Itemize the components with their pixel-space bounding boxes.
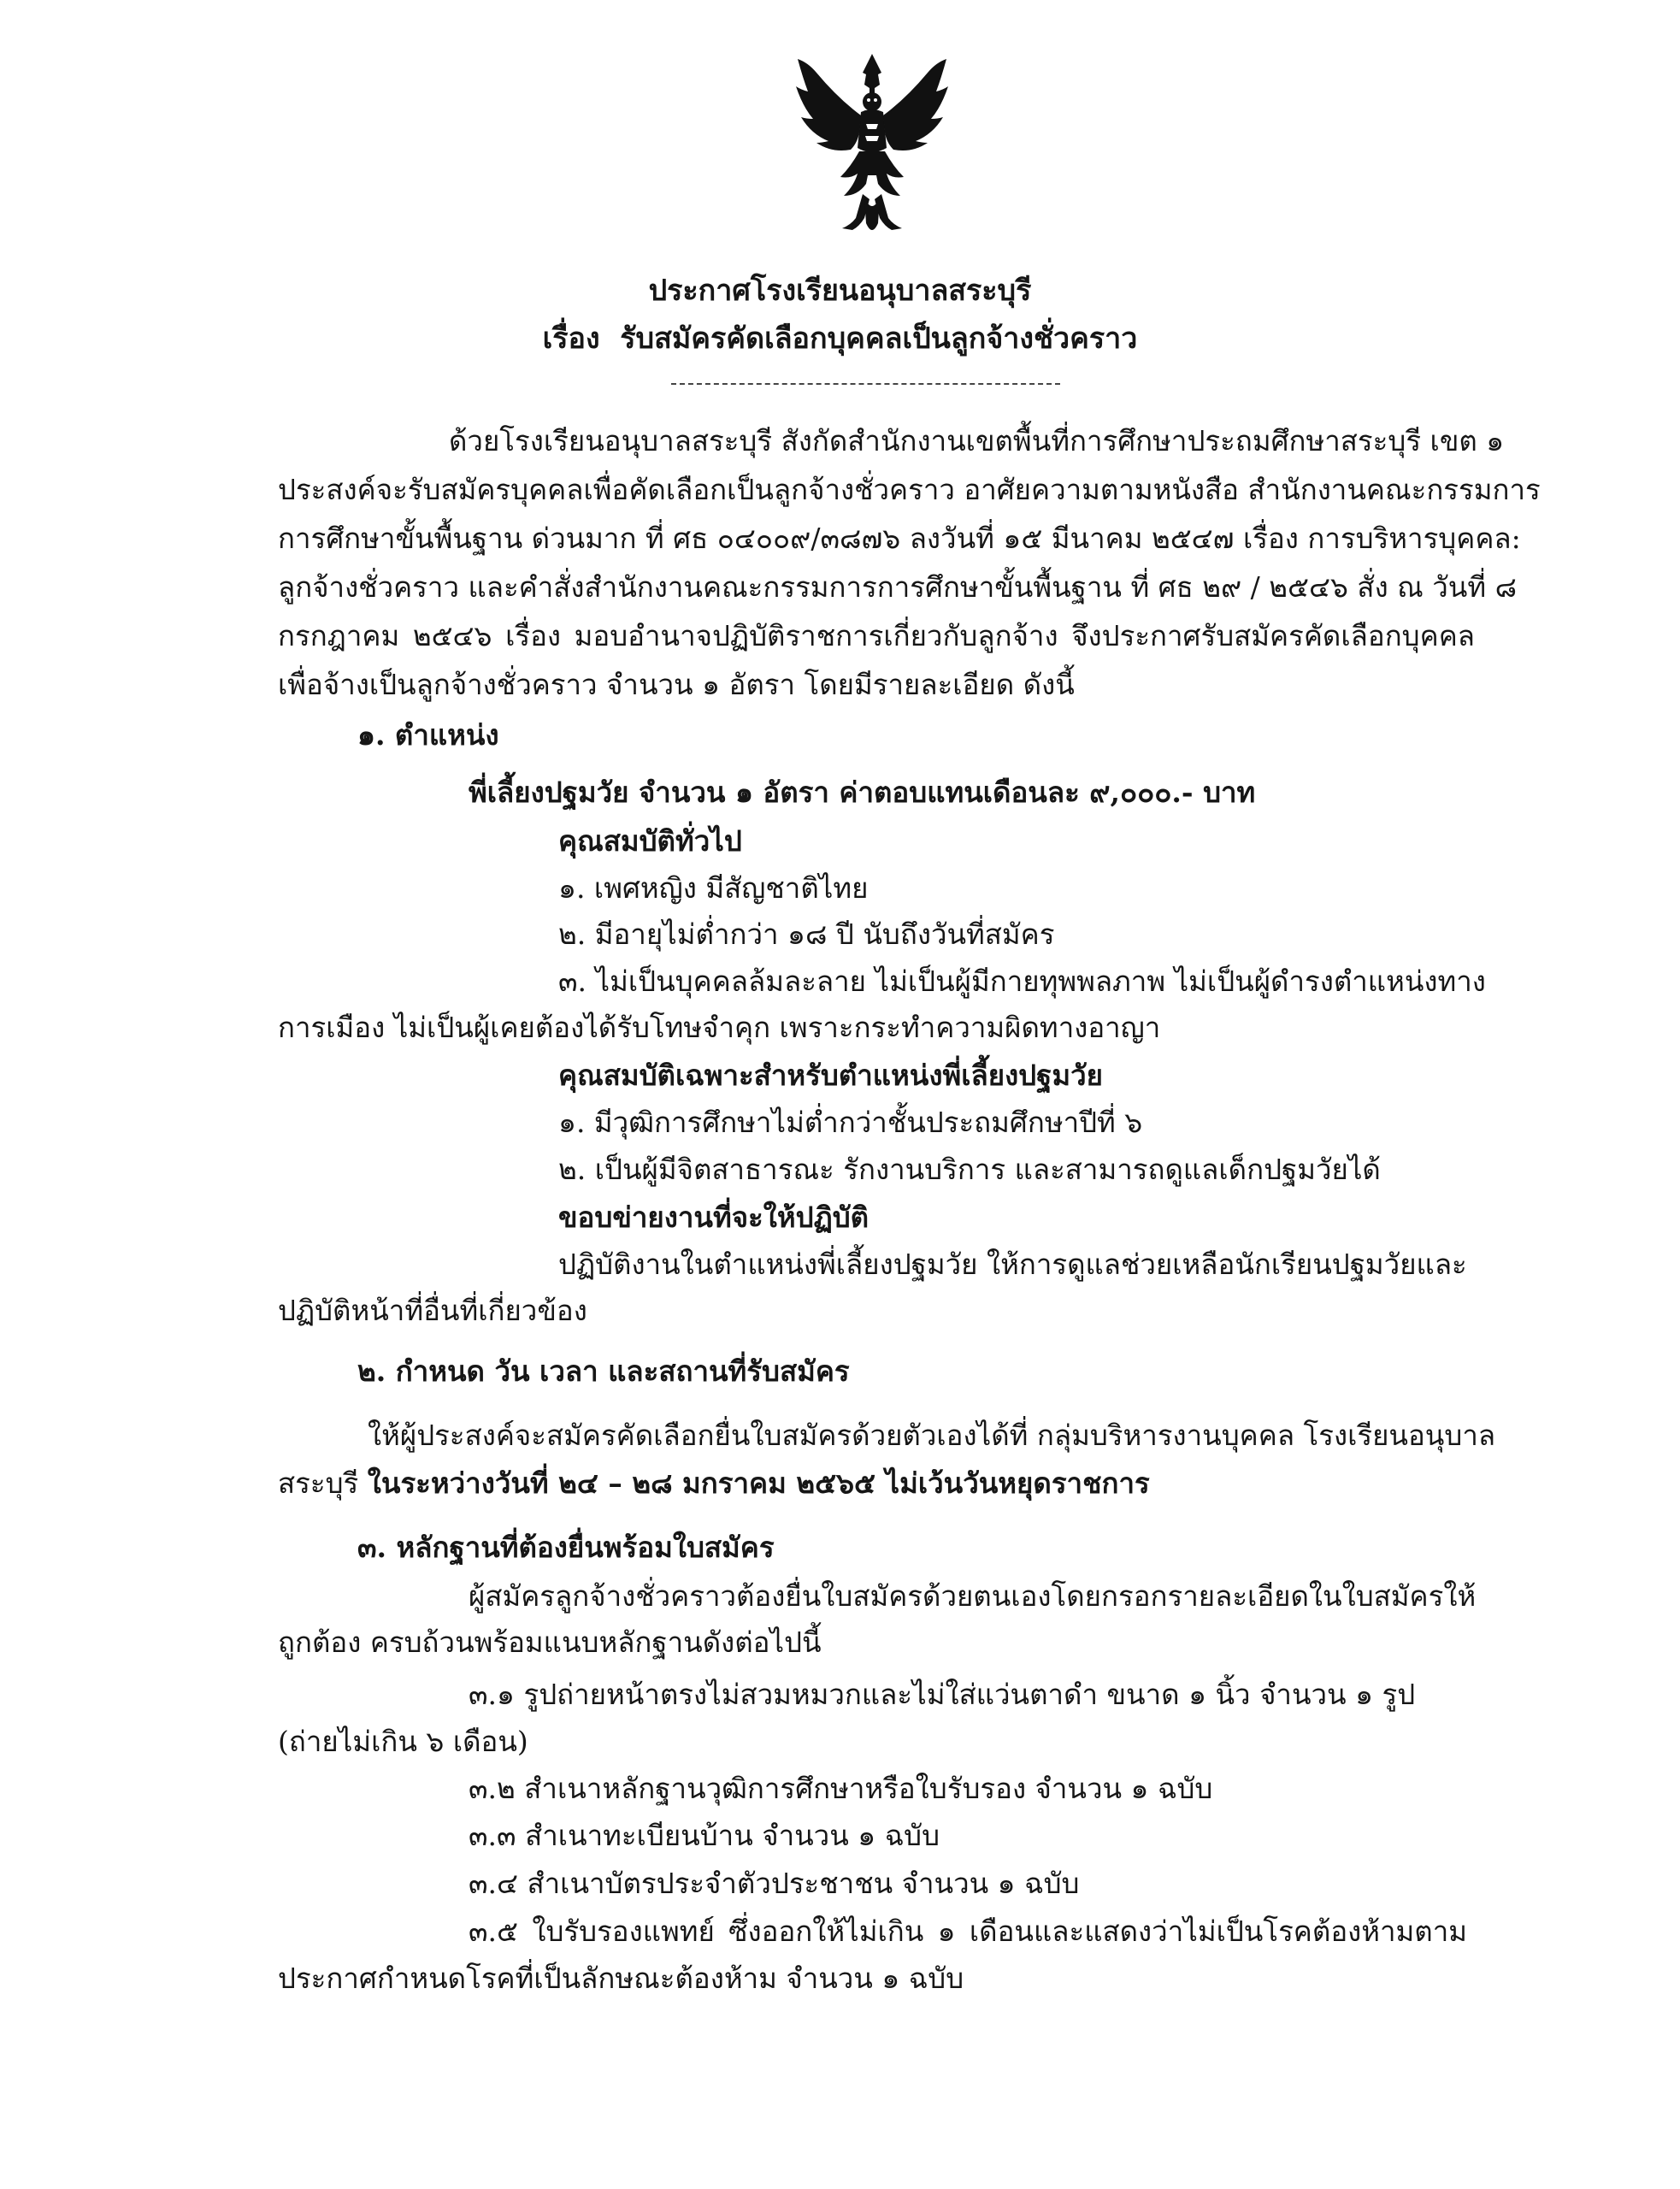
subject-prefix: เรื่อง (542, 322, 600, 356)
general-item-1: ๑. เพศหญิง มีสัญชาติไทย (558, 871, 869, 905)
intro-line-1: ด้วยโรงเรียนอนุบาลสระบุรี สังกัดสำนักงานเขตพื้นที่การศึกษาประถมศึกษาสระบุรี เขต ๑ (449, 424, 1505, 457)
header-divider (671, 383, 1060, 385)
intro-line-4: ลูกจ้างชั่วคราว และคำสั่งสำนักงานคณะกรรมการการศึกษาขั้นพื้นฐาน ที่ ศธ ๒๙ / ๒๕๔๖ สั่ง ณ วันที่ ๘ (278, 570, 1518, 604)
specific-item-2: ๒. เป็นผู้มีจิตสาธารณะ รักงานบริการ และสามารถดูแลเด็กปฐมวัยได้ (558, 1153, 1381, 1186)
document-item-3-1: ๓.๑ รูปถ่ายหน้าตรงไม่สวมหมวกและไม่ใส่แว่นตาดำ ขนาด ๑ นิ้ว จำนวน ๑ รูป (469, 1678, 1416, 1711)
announcement-subject (0, 320, 1680, 357)
job-scope-line-1: ปฏิบัติงานในตำแหน่งพี่เลี้ยงปฐมวัย ให้การดูแลช่วยเหลือนักเรียนปฐมวัยและ (558, 1248, 1467, 1281)
section-2-line-1: ให้ผู้ประสงค์จะสมัครคัดเลือกยื่นใบสมัครด้วยตัวเองได้ที่ กลุ่มบริหารงานบุคคล โรงเรียนอนุบาล (368, 1419, 1496, 1452)
section-3-intro-2: ถูกต้อง ครบถ้วนพร้อมแนบหลักฐานดังต่อไปนี้ (278, 1626, 822, 1659)
document-item-3-3: ๓.๓ สำเนาทะเบียนบ้าน จำนวน ๑ ฉบับ (469, 1819, 940, 1852)
general-item-2: ๒. มีอายุไม่ต่ำกว่า ๑๘ ปี นับถึงวันที่สมัคร (558, 917, 1055, 951)
general-item-3: ๓. ไม่เป็นบุคคลล้มละลาย ไม่เป็นผู้มีกายทุพพลภาพ ไม่เป็นผู้ดำรงตำแหน่งทาง (558, 965, 1486, 998)
document-item-3-2: ๓.๒ สำเนาหลักฐานวุฒิการศึกษาหรือใบรับรอง จำนวน ๑ ฉบับ (469, 1772, 1213, 1805)
general-qualifications-heading: คุณสมบัติทั่วไป (558, 824, 742, 858)
section-3-heading: ๓. หลักฐานที่ต้องยื่นพร้อมใบสมัคร (357, 1531, 775, 1564)
specific-qualifications-heading: คุณสมบัติเฉพาะสำหรับตำแหน่งพี่เลี้ยงปฐมวัย (558, 1059, 1103, 1092)
document-item-3-5-cont: ประกาศกำหนดโรคที่เป็นลักษณะต้องห้าม จำนวน ๑ ฉบับ (278, 1962, 964, 1995)
specific-item-1: ๑. มีวุฒิการศึกษาไม่ต่ำกว่าชั้นประถมศึกษาปีที่ ๖ (558, 1106, 1143, 1139)
intro-line-2: ประสงค์จะรับสมัครบุคคลเพื่อคัดเลือกเป็นลูกจ้างชั่วคราว อาศัยความตามหนังสือ สำนักงานคณะกรรมการ (278, 473, 1541, 506)
document-item-3-4: ๓.๔ สำเนาบัตรประจำตัวประชาชน จำนวน ๑ ฉบับ (469, 1867, 1080, 1900)
intro-line-6: เพื่อจ้างเป็นลูกจ้างชั่วคราว จำนวน ๑ อัตรา โดยมีรายละเอียด ดังนี้ (278, 668, 1075, 701)
section-3-intro-1: ผู้สมัครลูกจ้างชั่วคราวต้องยื่นใบสมัครด้วยตนเองโดยกรอกรายละเอียดในใบสมัครให้ (469, 1579, 1477, 1613)
section-2-heading: ๒. กำหนด วัน เวลา และสถานที่รับสมัคร (357, 1354, 850, 1388)
document-item-3-5: ๓.๕ ใบรับรองแพทย์ ซึ่งออกให้ไม่เกิน ๑ เดือนและแสดงว่าไม่เป็นโรคต้องห้ามตาม (469, 1915, 1467, 1948)
section-1-heading: ๑. ตำแหน่ง (357, 718, 499, 752)
general-item-3-cont: การเมือง ไม่เป็นผู้เคยต้องได้รับโทษจำคุก เพราะกระทำความผิดทางอาญา (278, 1011, 1161, 1044)
section-2-line-2 (278, 1465, 1150, 1502)
position-line: พี่เลี้ยงปฐมวัย จำนวน ๑ อัตรา ค่าตอบแทนเดือนละ ๙,๐๐๐.- บาท (469, 776, 1256, 809)
section-2-place: สระบุรี (278, 1466, 368, 1500)
subject-text: รับสมัครคัดเลือกบุคคลเป็นลูกจ้างชั่วคราว (620, 322, 1138, 356)
job-scope-heading: ขอบข่ายงานที่จะให้ปฏิบัติ (558, 1201, 869, 1234)
intro-line-3: การศึกษาขั้นพื้นฐาน ด่วนมาก ที่ ศธ ๐๔๐๐๙/๓๘๗๖ ลงวันที่ ๑๕ มีนาคม ๒๕๔๗ เรื่อง การบริหารบุคคล: (278, 522, 1521, 555)
job-scope-line-2: ปฏิบัติหน้าที่อื่นที่เกี่ยวข้อง (278, 1294, 587, 1327)
garuda-emblem-icon (791, 47, 953, 239)
announcement-title: ประกาศโรงเรียนอนุบาลสระบุรี (648, 274, 1032, 308)
document-item-3-1-note: (ถ่ายไม่เกิน ๖ เดือน) (278, 1725, 528, 1758)
application-dates: ในระหว่างวันที่ ๒๔ – ๒๘ มกราคม ๒๕๖๕ ไม่เว้นวันหยุดราชการ (367, 1466, 1150, 1500)
intro-line-5: กรกฎาคม ๒๕๔๖ เรื่อง มอบอำนาจปฏิบัติราชการเกี่ยวกับลูกจ้าง จึงประกาศรับสมัครคัดเลือกบุคคล (278, 619, 1475, 652)
